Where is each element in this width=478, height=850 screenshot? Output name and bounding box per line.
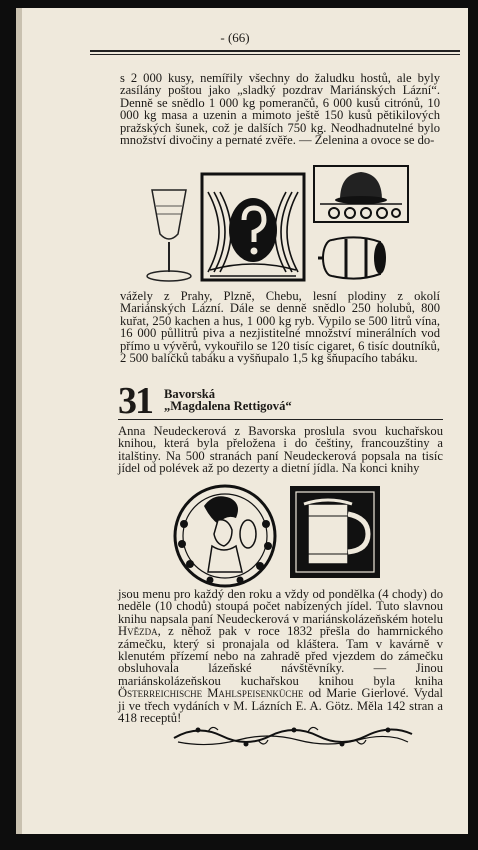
header-rule (90, 50, 460, 52)
section-rule (118, 419, 443, 420)
section-title-line-1: Bavorská (164, 387, 216, 401)
tankard-illustration (288, 484, 382, 580)
header-rule-thin (90, 54, 460, 55)
wine-glass-illustration (140, 186, 198, 286)
paragraph-4 (118, 588, 443, 724)
paragraph-3: Anna Neudeckerová z Bavorska proslula svou kuchařskou knihou, která byla přeložena i do češtiny, francouzštiny a italštiny. Na 500 stranách paní Neudeckerová popsala na tisíc jídel od polévek až po dezerty a dietní jídla. Na konci knihy (118, 424, 443, 476)
vine-ornament (168, 720, 418, 750)
paragraph-4-part-1: jsou menu pro každý den roku a vždy od pondělka (4 chody) do neděle (10 chodů) stoupá počet nabízených jídel. Tuto slavnou knihu napsala paní Neudeckerová v mariánskolázeňském hotelu (118, 587, 443, 626)
question-mark-illustration (200, 172, 306, 282)
barrel-illustration (318, 234, 390, 282)
paragraph-4-part-3: od Marie Gierlové. Vydal ji ve třech vydáních v M. Lázních E. A. Götz. Měla 142 stran a 418 receptů! (118, 686, 443, 726)
section-heading (118, 380, 443, 422)
book-title: Österreichische Mahlspeisenküche (118, 686, 304, 701)
page-number: - (66) (220, 30, 250, 45)
section-title-line-2: „Magdalena Rettigová“ (164, 399, 292, 413)
paragraph-1: s 2 000 kusy, nemířily všechny do žaludku hostů, ale byly zasílány poštou jako „sladký pozdrav Mariánských Lázní“. Denně se snědlo 1 000 kg pomerančů, 6 000 kusů citrónů, 10 000 kg masa a uzenin a mimoto ještě 150 kusů pětikilových pražských šunek, což je dalších 750 kg. Neodhadnutelné bylo množství divočiny a pernaté zvěře. — Zelenina a ovoce se do- (120, 71, 440, 148)
dessert-illustration (312, 164, 410, 224)
paragraph-2: vážely z Prahy, Plzně, Chebu, lesní plodiny z okolí Mariánských Lázní. Dále se denně snědlo 250 holubů, 800 kuřat, 250 kachen a hus, 1 000 kg ryb. Vypilo se 500 litrů vína, 16 000 půllitrů piva a nezjistitelné množství minerálních vod přímo u vývěrů, vykouřilo se 120 tisíc cigaret, 6 tisíc doutníků, 2 500 balíčků tabáku a vyšňupalo 1,5 kg šňupacího tabáku. (120, 289, 440, 366)
hotel-name: Hvězda (118, 624, 158, 639)
section-number: 31 (118, 380, 152, 422)
woman-portrait-illustration (170, 484, 280, 588)
paragraph-4-part-2: , z něhož pak v roce 1832 přešla do hamrnického zámečku, který si pronajala od kláštera. Tam v kavárně v klenutém přízemí nebo na zahradě před vjezdem do zámečku obsluhovala lázeňské návštěvníky. — Jinou mariánskolázeňskou kuchařskou knihou byla kniha (118, 624, 443, 688)
